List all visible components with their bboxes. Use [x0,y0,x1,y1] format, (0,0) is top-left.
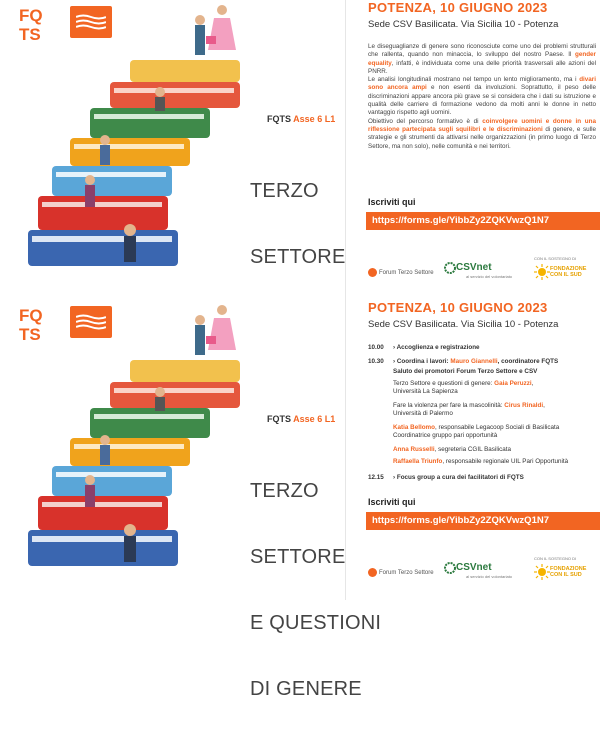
registration-link[interactable]: https://forms.gle/YibbZy2ZQKVwzQ1N7 [366,212,600,230]
fondazione-sud-logo: FONDAZIONE CON IL SUD [550,566,587,578]
title-line: SETTORE [250,246,346,268]
book-stack-illustration [10,300,240,600]
csvnet-logo: CSVnet [456,262,492,273]
title-line: DI GENERE [250,678,362,700]
event-venue: Sede CSV Basilicata. Via Sicilia 10 - Potenza [368,19,559,30]
forum-icon [368,268,377,277]
asse-label: FQTS Asse 6 L1 [267,114,336,124]
fondazione-sud-logo: FONDAZIONE CON IL SUD [550,266,587,278]
agenda-speaker: Fare la violenza per fare la mascolinità: Cirus Rinaldi, Università di Palermo [393,402,545,417]
flyer-left [0,0,345,300]
forum-terzo-settore-logo: Forum Terzo Settore [368,568,434,577]
sponsor-label: CON IL SOSTEGNO DI [534,556,577,561]
title-line: TERZO [250,180,319,202]
asse-label: FQTS Asse 6 L1 [267,414,336,424]
flyer-panel-agenda [0,300,600,700]
forum-terzo-settore-logo: Forum Terzo Settore [368,268,434,277]
csvnet-subtitle: al servizio del volontariato [466,274,513,279]
register-label: Iscriviti qui [368,197,416,207]
svg-text:TS: TS [19,25,41,42]
agenda-item: › Coordina i lavori: Mauro Giannelli, coordinatore FQTS [393,358,559,365]
title-line: E QUESTIONI [250,612,382,634]
book-stack-illustration [10,0,240,300]
sun-icon [534,264,550,280]
forum-icon [368,568,377,577]
flyer-panel-intro [0,0,600,300]
description-paragraph: Le analisi longitudinali mostrano nel tempo un lento miglioramento, ma i divari sono ancora ampi e non esenti da involuzioni. Soprattutto, il peso delle discriminazioni appare ancora più grave se si considera che i dati su istruzione e qualità delle carriere di formazione vedono da molti anni le donne in netto vantaggio rispetto agli uomini. [368,76,596,117]
agenda-speaker: Raffaella Triunfo, responsabile regionale UIL Pari Opportunità [393,458,569,465]
event-venue: Sede CSV Basilicata. Via Sicilia 10 - Potenza [368,319,559,330]
title-line: SETTORE [250,546,346,568]
registration-link[interactable]: https://forms.gle/YibbZy2ZQKVwzQ1N7 [366,512,600,530]
agenda-speaker: Anna Russelli, segreteria CGIL Basilicata [393,446,512,453]
csvnet-logo: CSVnet [456,562,492,573]
csvnet-subtitle: al servizio del volontariato [466,574,513,579]
event-date: POTENZA, 10 GIUGNO 2023 [368,300,548,315]
agenda-time: 10.00 [368,344,384,351]
svg-text:FQ: FQ [19,6,43,25]
event-description [368,43,596,151]
agenda-greeting: Saluto dei promotori Forum Terzo Settore e CSV [393,368,538,375]
agenda-speaker: Katia Bellomo, responsabile Legacoop Sociali di Basilicata Coordinatrice gruppo pari opportunità [393,424,560,439]
svg-text:FQ: FQ [19,306,43,325]
agenda-time: 12.15 [368,474,384,481]
flyer-right [345,0,600,300]
description-paragraph: Obiettivo del percorso formativo è di coinvolgere uomini e donne in una riflessione partecipata sugli squilibri e le discriminazioni di genere, e sulle strategie e gli strumenti da attivarsi nelle organizzazioni (in primo luogo di Terzo Settore, ma non solo), nelle comunità e nei territori. [368,117,596,150]
csvnet-icon [444,562,456,574]
agenda-item: › Accoglienza e registrazione [393,344,480,351]
sun-icon [534,564,550,580]
svg-text:TS: TS [19,325,41,342]
flyer-right [345,300,600,600]
agenda-item: › Focus group a cura dei facilitatori di FQTS [393,474,524,481]
sponsor-logos [368,558,598,588]
agenda-time: 10.30 [368,358,384,365]
register-label: Iscriviti qui [368,497,416,507]
csvnet-icon [444,262,456,274]
title-line: TERZO [250,480,319,502]
sponsor-logos [368,258,598,288]
event-date: POTENZA, 10 GIUGNO 2023 [368,0,548,15]
description-paragraph: Le diseguaglianze di genere sono riconosciute come uno dei problemi strutturali che rallenta, quando non minaccia, lo sviluppo del nostro Paese. Il gender equality, infatti, è individuata come una delle priorità trasversali alle azioni del PNRR. [368,43,596,75]
agenda-speaker: Terzo Settore e questioni di genere: Gaia Peruzzi, Università La Sapienza [393,380,534,395]
sponsor-label: CON IL SOSTEGNO DI [534,256,577,261]
